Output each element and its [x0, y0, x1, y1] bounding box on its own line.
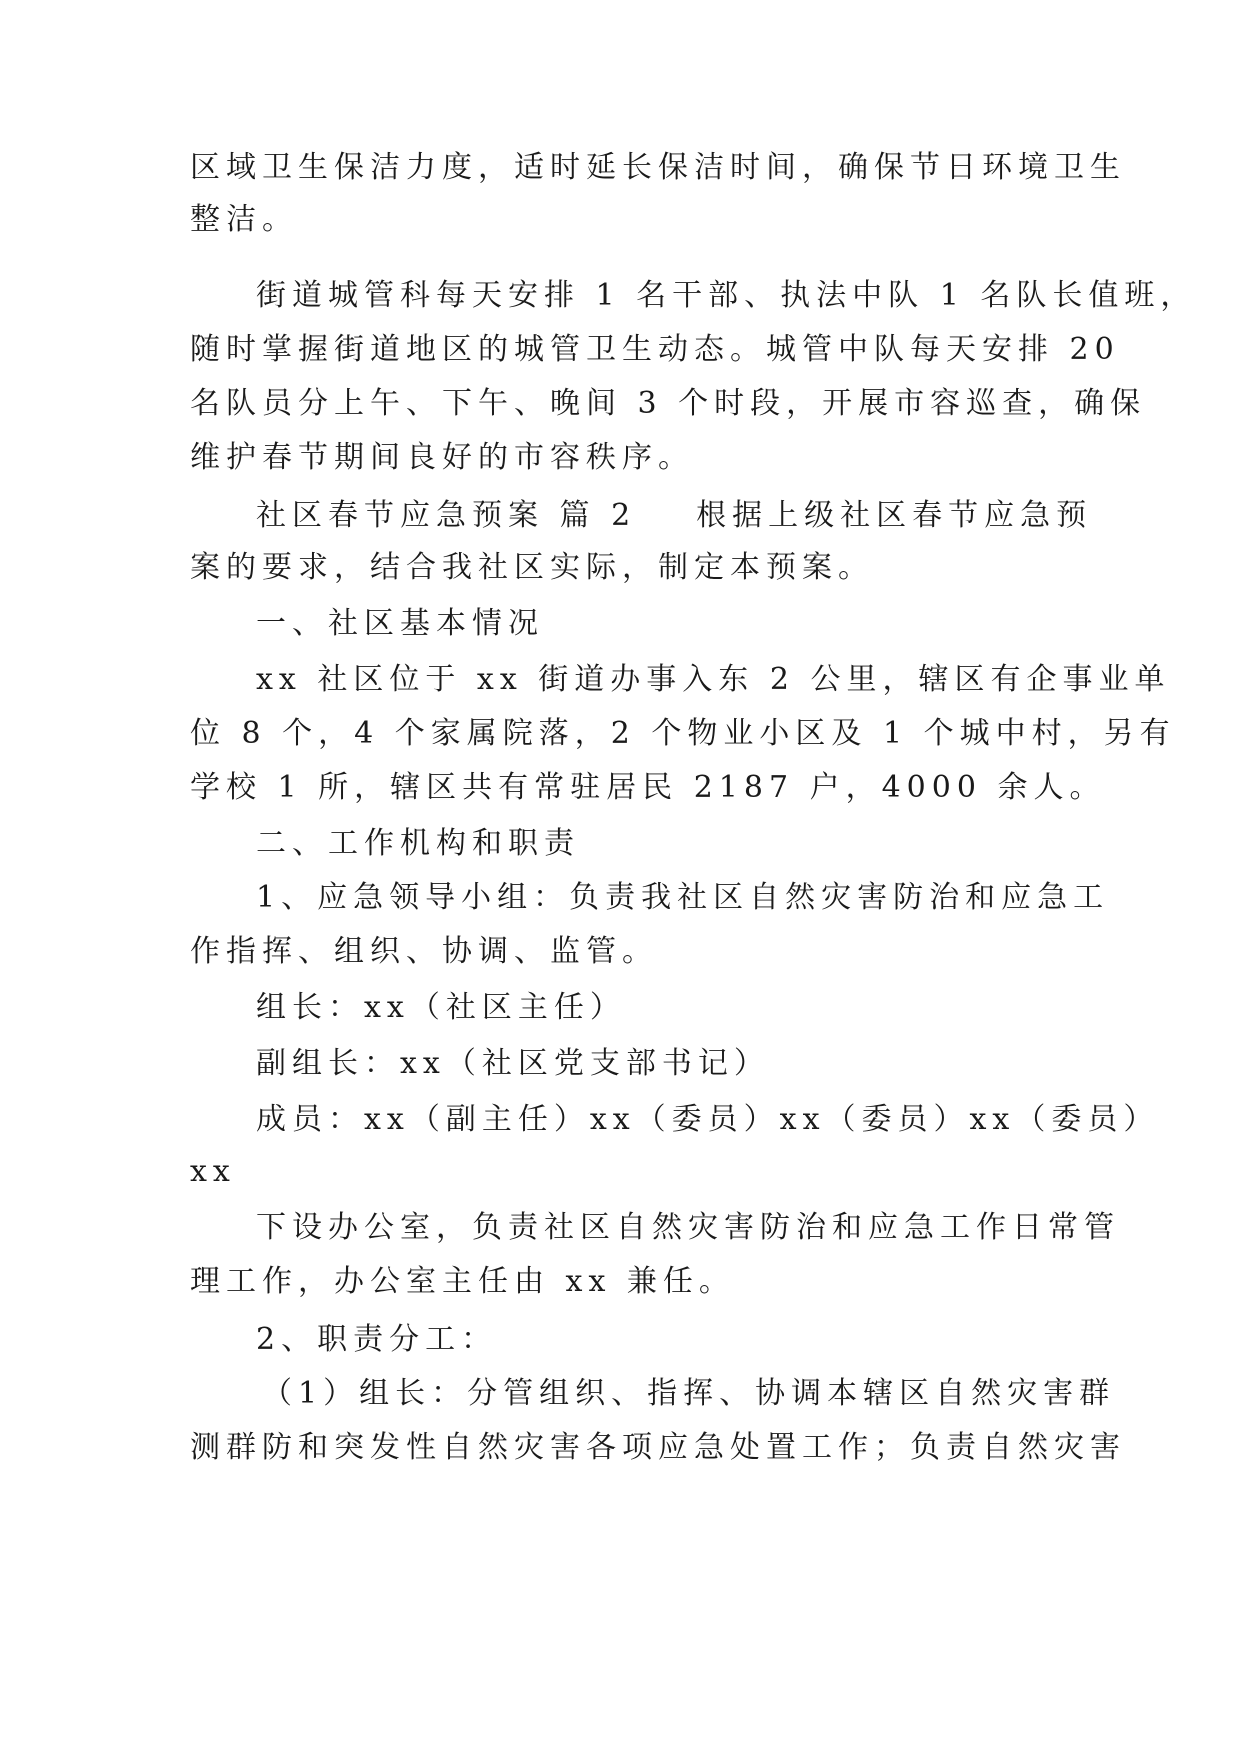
section-heading: 2、职责分工： — [256, 1322, 498, 1357]
text-line: 随时掌握街道地区的城管卫生动态。城管中队每天安排 20 — [190, 332, 1120, 367]
text-line: xx — [190, 1154, 236, 1189]
text-line: 维护春节期间良好的市容秩序。 — [190, 440, 694, 475]
text-line: 组长：xx（社区主任） — [256, 990, 626, 1025]
section-heading-line — [256, 496, 1136, 536]
text-line: 学校 1 所，辖区共有常驻居民 2187 户，4000 余人。 — [190, 770, 1106, 805]
text-line: 下设办公室，负责社区自然灾害防治和应急工作日常管 — [256, 1210, 1120, 1245]
section-title: 社区春节应急预案 篇 2 — [256, 498, 637, 533]
text-line: 测群防和突发性自然灾害各项应急处置工作；负责自然灾害 — [190, 1430, 1126, 1465]
text-line: （1）组长：分管组织、指挥、协调本辖区自然灾害群 — [262, 1376, 1116, 1411]
text-line: 区域卫生保洁力度，适时延长保洁时间，确保节日环境卫生 — [190, 150, 1126, 185]
text-fragment: 根据上级社区春节应急预 — [696, 498, 1093, 533]
text-line: 作指挥、组织、协调、监管。 — [190, 934, 658, 969]
text-line: 整洁。 — [190, 202, 298, 237]
section-heading: 二、工作机构和职责 — [256, 826, 580, 861]
text-line: 理工作，办公室主任由 xx 兼任。 — [190, 1264, 735, 1299]
text-line: 名队员分上午、下午、晚间 3 个时段，开展市容巡查，确保 — [190, 386, 1147, 421]
text-line: 案的要求，结合我社区实际，制定本预案。 — [190, 550, 874, 585]
text-line: xx 社区位于 xx 街道办事入东 2 公里，辖区有企事业单 — [256, 662, 1171, 697]
section-heading: 一、社区基本情况 — [256, 606, 544, 641]
text-line: 副组长：xx（社区党支部书记） — [256, 1046, 770, 1081]
text-line: 位 8 个，4 个家属院落，2 个物业小区及 1 个城中村，另有 — [190, 716, 1176, 751]
text-line: 1、应急领导小组：负责我社区自然灾害防治和应急工 — [256, 880, 1110, 915]
text-line: 成员：xx（副主任）xx（委员）xx（委员）xx（委员） — [256, 1102, 1160, 1137]
text-line: 街道城管科每天安排 1 名干部、执法中队 1 名队长值班， — [256, 278, 1197, 313]
